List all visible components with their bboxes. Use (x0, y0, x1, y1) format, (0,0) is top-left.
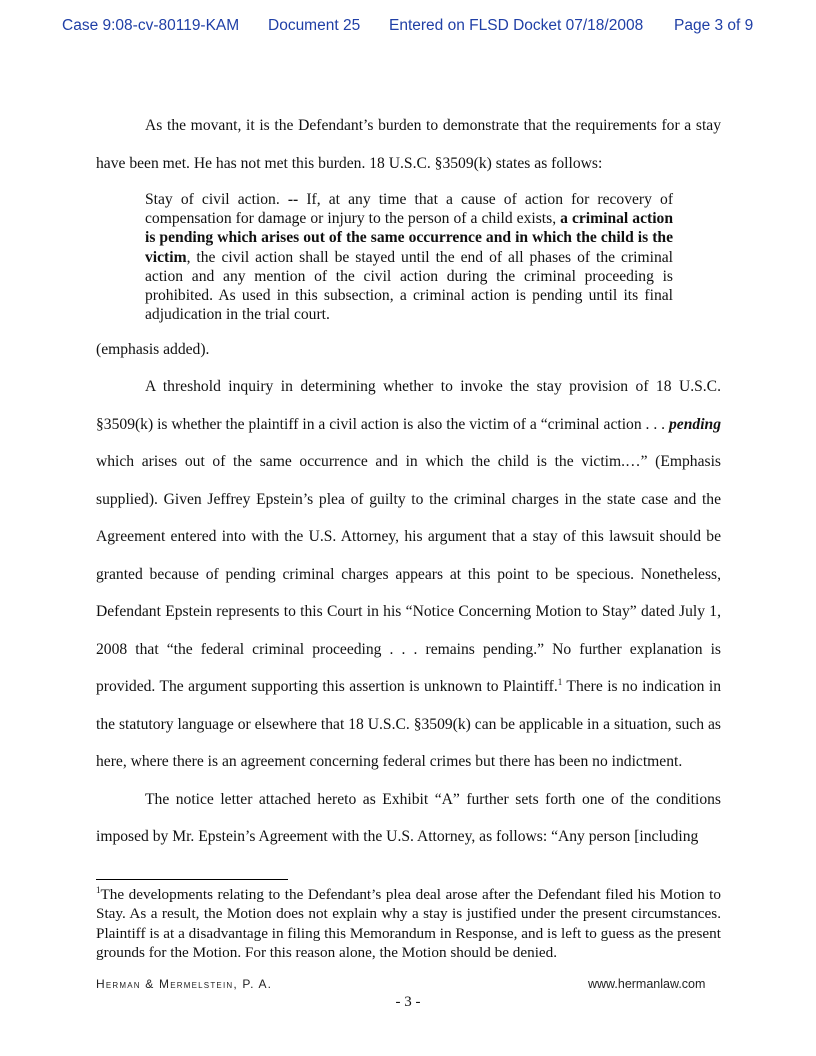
footer-website-link[interactable]: www.hermanlaw.com (588, 977, 706, 991)
paragraph-burden-line1: As the movant, it is the Defendant’s burden to demonstrate that the requirements for a stay (145, 117, 721, 134)
threshold-part2: which arises out of the same occurrence and in which the child is the victim.…” (Emphasis supplied). Given Jeffrey Epstein’s plea of guilty to the criminal charges in the state case and the Agreement entered into with the U.S. Attorney, his argument that a stay of this lawsuit should be granted because of pending criminal charges appears at this point to be specious. Nonetheless, Defendant Epstein represents to this Court in his “Notice Concerning Motion to Stay” dated July 1, 2008 that “the federal criminal proceeding . . . remains pending.” No further explanation is provided. The argument supporting this assertion is unknown to Plaintiff. (96, 453, 721, 695)
statute-quote-dash: -- (279, 191, 307, 208)
footnote-divider (96, 879, 288, 880)
paragraph-threshold-inquiry (96, 368, 721, 856)
header-docket-entry: Entered on FLSD Docket 07/18/2008 (389, 17, 644, 34)
footnote-text: The developments relating to the Defendant’s plea deal arose after the Defendant filed his Motion to Stay. As a result, the Motion does not explain why a stay is justified under the present circumstances. Plaintiff is at a disadvantage in filing this Memorandum in Response, and is left to guess as the present grounds for the Motion. For this reason alone, the Motion should be denied. (96, 886, 721, 961)
statute-quote-after-bold: , the civil action shall be stayed until the end of all phases of the criminal action and any mention of the civil action during the criminal proceeding is prohibited. As used in this subsection, a criminal action is pending until its final adjudication in the trial court. (145, 248, 673, 324)
header-document-number: Document 25 (268, 17, 361, 34)
statute-quote-bold: a criminal action is pending which arises out of the same occurrence and in which the child is the victim (145, 210, 674, 266)
header-page-count: Page 3 of 9 (674, 17, 754, 34)
threshold-part3: There is no indication in the statutory language or elsewhere that 18 U.S.C. §3509(k) can be applicable in a situation, such as here, where there is an agreement concerning federal crimes but there has been no indictment. (96, 678, 721, 770)
footer-firm-name: Herman & Mermelstein, P. A. (96, 977, 273, 991)
statute-quote-lead: Stay of civil action. (145, 191, 280, 208)
header-case-number: Case 9:08-cv-80119-KAM (62, 17, 240, 34)
paragraph-threshold-text (96, 368, 721, 781)
footnote-reference[interactable]: 1 (557, 676, 563, 687)
paragraph-burden-line2: have been met. He has not met this burden. 18 U.S.C. §3509(k) states as follows: (96, 154, 603, 172)
paragraph-burden (96, 107, 721, 182)
threshold-pending-emphasis: pending (669, 415, 721, 433)
statute-quote (145, 190, 673, 324)
footnote-marker: 1 (96, 884, 101, 895)
page-number: - 3 - (395, 994, 421, 1010)
threshold-part1: A threshold inquiry in determining whether to invoke the stay provision of 18 U.S.C. §3509(k) is whether the plaintiff in a civil action is also the victim of a “criminal action . . . (96, 378, 721, 433)
statute-quote-before-bold: If, at any time that a cause of action for recovery of compensation for damage or injury to the person of a child exists, (145, 191, 674, 228)
paragraph-notice-letter: The notice letter attached hereto as Exhibit “A” further sets forth one of the conditions imposed by Mr. Epstein’s Agreement with the U.S. Attorney, as follows: “Any person [including (96, 790, 721, 845)
footnote-1 (96, 885, 721, 962)
emphasis-note: (emphasis added). (96, 341, 210, 358)
